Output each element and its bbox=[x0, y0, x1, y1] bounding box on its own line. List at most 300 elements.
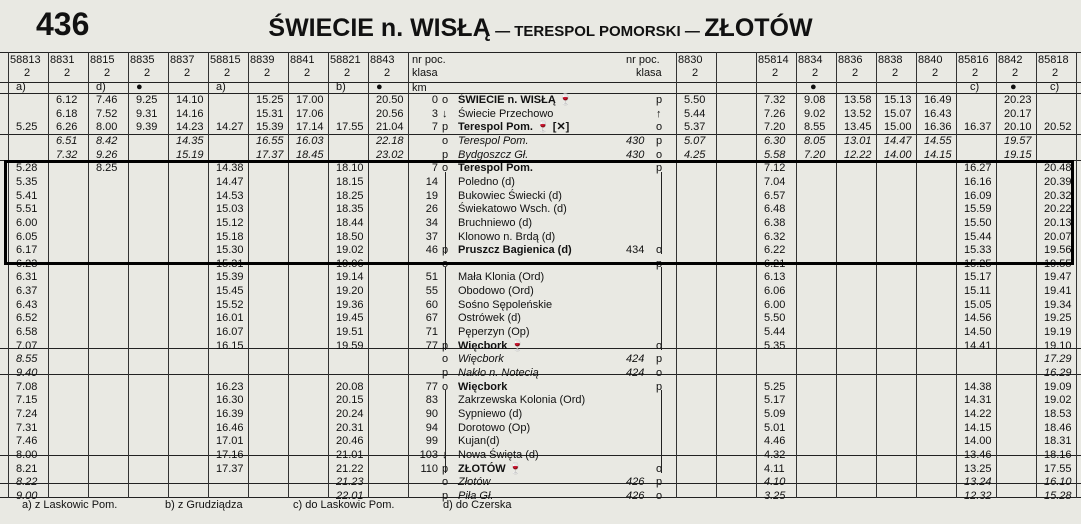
time-cell: 15.59 bbox=[964, 203, 992, 216]
stop-symbol: o bbox=[442, 380, 449, 393]
time-cell: 16.36 bbox=[924, 121, 952, 134]
time-cell: 8.55 bbox=[16, 353, 38, 366]
stop-symbol-right: o bbox=[656, 121, 663, 134]
km-cell: 51 bbox=[425, 271, 438, 284]
time-cell: 8.42 bbox=[96, 134, 118, 147]
time-cell: 16.10 bbox=[1044, 476, 1072, 489]
time-cell: 20.52 bbox=[1044, 121, 1072, 134]
time-cell: 9.00 bbox=[16, 489, 38, 502]
train-number: 58813 bbox=[10, 54, 41, 66]
station-name: Nowa Święta (d) bbox=[458, 448, 539, 461]
time-cell: 19.06 bbox=[336, 257, 364, 270]
time-cell: 3.25 bbox=[764, 489, 786, 502]
time-cell: 20.13 bbox=[1044, 216, 1072, 229]
column-line bbox=[1036, 52, 1037, 498]
time-cell: 6.21 bbox=[764, 257, 786, 270]
time-cell: 7.46 bbox=[16, 435, 38, 448]
time-cell: 19.34 bbox=[1044, 298, 1072, 311]
time-cell: 6.05 bbox=[16, 230, 38, 243]
km-cell: 99 bbox=[425, 435, 438, 448]
time-cell: 9.08 bbox=[804, 94, 826, 106]
km-cell: 0 bbox=[431, 94, 438, 106]
time-cell: 5.28 bbox=[16, 162, 38, 175]
km-cell: 90 bbox=[425, 407, 438, 420]
time-cell: 7.08 bbox=[16, 380, 38, 393]
time-cell: 19.19 bbox=[1044, 326, 1072, 339]
time-cell: 14.35 bbox=[176, 134, 204, 147]
time-cell: 19.02 bbox=[1044, 394, 1072, 407]
train-number: 8835 bbox=[130, 54, 155, 66]
time-cell: 14.50 bbox=[964, 326, 992, 339]
time-cell: 5.01 bbox=[764, 421, 786, 434]
station-name: Klonowo n. Brdą (d) bbox=[458, 230, 556, 243]
station-name: Kujan(d) bbox=[458, 435, 500, 448]
time-cell: 8.55 bbox=[804, 121, 826, 134]
time-cell: 22.01 bbox=[336, 489, 364, 502]
time-cell: 6.18 bbox=[56, 107, 78, 120]
time-cell: 6.26 bbox=[56, 121, 78, 134]
time-cell: 18.44 bbox=[336, 216, 364, 229]
station-name: Mała Klonia (Ord) bbox=[458, 271, 545, 284]
train-number: 8838 bbox=[878, 54, 903, 66]
time-cell: 17.55 bbox=[336, 121, 364, 134]
time-cell: 14.27 bbox=[216, 121, 244, 134]
stop-symbol-right: p bbox=[656, 353, 663, 366]
time-cell: 19.10 bbox=[1044, 339, 1072, 352]
time-cell: 20.46 bbox=[336, 435, 364, 448]
time-cell: 8.25 bbox=[96, 162, 118, 175]
time-cell: 16.30 bbox=[216, 394, 244, 407]
time-cell: 9.26 bbox=[96, 148, 118, 161]
time-cell: 6.22 bbox=[764, 244, 786, 257]
time-cell: 14.38 bbox=[964, 380, 992, 393]
time-cell: 9.39 bbox=[136, 121, 158, 134]
time-cell: 5.35 bbox=[764, 339, 786, 352]
column-line bbox=[248, 52, 249, 498]
time-cell: 20.31 bbox=[336, 421, 364, 434]
time-cell: 17.16 bbox=[216, 448, 244, 461]
station-name: Piła Gł. bbox=[458, 489, 494, 502]
time-cell: 17.00 bbox=[296, 94, 324, 106]
time-cell: 8.05 bbox=[804, 134, 826, 147]
stop-symbol: p bbox=[442, 148, 449, 161]
train-class: 2 bbox=[224, 67, 231, 79]
km-cell: 3 bbox=[431, 107, 438, 120]
time-cell: 15.30 bbox=[216, 244, 244, 257]
time-cell: 20.56 bbox=[376, 107, 404, 120]
time-cell: 20.24 bbox=[336, 407, 364, 420]
time-cell: 5.50 bbox=[684, 94, 706, 106]
km-cell: 67 bbox=[425, 312, 438, 325]
station-name: Więcbork bbox=[458, 380, 508, 393]
train-note: ● bbox=[136, 81, 143, 93]
column-line bbox=[716, 52, 717, 498]
time-cell: 15.50 bbox=[964, 216, 992, 229]
train-note: c) bbox=[1050, 81, 1060, 93]
time-cell: 19.36 bbox=[336, 298, 364, 311]
time-cell: 4.10 bbox=[764, 476, 786, 489]
column-line bbox=[288, 52, 289, 498]
column-line bbox=[916, 52, 917, 498]
train-class: 2 bbox=[104, 67, 111, 79]
stop-symbol: o bbox=[442, 476, 449, 489]
stop-symbol: o bbox=[442, 162, 449, 175]
time-cell: 8.00 bbox=[16, 448, 38, 461]
stop-symbol: p bbox=[442, 121, 449, 134]
time-cell: 15.03 bbox=[216, 203, 244, 216]
column-line bbox=[128, 52, 129, 498]
column-line bbox=[208, 52, 209, 498]
time-cell: 17.55 bbox=[1044, 462, 1072, 475]
stop-symbol-right: p bbox=[656, 476, 663, 489]
train-number: 85816 bbox=[958, 54, 989, 66]
legend-item: a) z Laskowic Pom. bbox=[22, 499, 118, 511]
direction-arrow-down bbox=[445, 267, 446, 349]
train-class: 2 bbox=[264, 67, 271, 79]
time-cell: 15.39 bbox=[256, 121, 284, 134]
stop-symbol: p bbox=[442, 367, 449, 379]
train-note: a) bbox=[16, 81, 26, 93]
time-cell: 5.44 bbox=[684, 107, 706, 120]
time-cell: 18.46 bbox=[1044, 421, 1072, 434]
station-name: Pruszcz Bagienica (d) bbox=[458, 244, 572, 257]
timetable-header bbox=[0, 0, 1081, 52]
time-cell: 23.02 bbox=[376, 148, 404, 161]
stop-symbol: o bbox=[442, 257, 449, 270]
time-cell: 15.05 bbox=[964, 298, 992, 311]
stop-symbol: ↓ bbox=[442, 107, 448, 120]
klasa-left: klasa bbox=[412, 67, 438, 79]
time-cell: 13.01 bbox=[844, 134, 872, 147]
time-cell: 6.43 bbox=[16, 298, 38, 311]
time-cell: 19.57 bbox=[1004, 134, 1032, 147]
time-cell: 16.07 bbox=[216, 326, 244, 339]
connection-table: 434 bbox=[626, 244, 645, 257]
train-class: 2 bbox=[1052, 67, 1059, 79]
time-cell: 7.04 bbox=[764, 175, 786, 188]
time-cell: 12.22 bbox=[844, 148, 872, 161]
time-cell: 22.18 bbox=[376, 134, 404, 147]
column-line bbox=[796, 52, 797, 498]
time-cell: 19.45 bbox=[336, 312, 364, 325]
column-line bbox=[956, 52, 957, 498]
time-cell: 14.55 bbox=[924, 134, 952, 147]
train-number: 85814 bbox=[758, 54, 789, 66]
train-number: 8831 bbox=[50, 54, 75, 66]
time-cell: 16.27 bbox=[964, 162, 992, 175]
train-class: 2 bbox=[1012, 67, 1019, 79]
time-cell: 16.09 bbox=[964, 189, 992, 202]
time-cell: 20.48 bbox=[1044, 162, 1072, 175]
direction-arrow-down bbox=[445, 390, 446, 472]
time-cell: 6.52 bbox=[16, 312, 38, 325]
stop-symbol-right: p bbox=[656, 257, 663, 270]
time-cell: 15.52 bbox=[216, 298, 244, 311]
time-cell: 4.11 bbox=[764, 462, 785, 475]
column-line bbox=[48, 52, 49, 498]
rule-line bbox=[0, 374, 1081, 375]
highlight-box bbox=[4, 160, 1074, 265]
time-cell: 5.09 bbox=[764, 407, 786, 420]
time-cell: 19.56 bbox=[1044, 244, 1072, 257]
stop-symbol: p bbox=[442, 244, 449, 257]
connection-table: 424 bbox=[626, 367, 645, 379]
time-cell: 13.25 bbox=[964, 462, 992, 475]
time-cell: 7.46 bbox=[96, 94, 118, 106]
station-name: Bruchniewo (d) bbox=[458, 216, 532, 229]
time-cell: 18.16 bbox=[1044, 448, 1072, 461]
station-name: ŚWIECIE n. WISŁĄ 🍷 bbox=[458, 94, 573, 106]
time-cell: 5.37 bbox=[684, 121, 706, 134]
time-cell: 9.31 bbox=[136, 107, 158, 120]
time-cell: 9.40 bbox=[16, 367, 38, 379]
km-cell: 19 bbox=[425, 189, 438, 202]
km-cell: 14 bbox=[425, 175, 438, 188]
train-number: 8840 bbox=[918, 54, 943, 66]
column-line bbox=[876, 52, 877, 498]
time-cell: 5.51 bbox=[16, 203, 38, 216]
station-name: Dorotowo (Op) bbox=[458, 421, 531, 434]
time-cell: 15.18 bbox=[216, 230, 244, 243]
column-line bbox=[408, 52, 409, 498]
stop-symbol-right: o bbox=[656, 339, 663, 352]
column-line bbox=[8, 52, 9, 498]
time-cell: 4.46 bbox=[764, 435, 786, 448]
time-cell: 15.11 bbox=[964, 285, 991, 298]
time-cell: 4.32 bbox=[764, 448, 786, 461]
stop-symbol: o bbox=[442, 353, 449, 366]
time-cell: 20.32 bbox=[1044, 189, 1072, 202]
time-cell: 21.23 bbox=[336, 476, 364, 489]
time-cell: 7.12 bbox=[764, 162, 786, 175]
legend-item: d) do Czerska bbox=[443, 499, 512, 511]
time-cell: 6.57 bbox=[764, 189, 786, 202]
time-cell: 20.50 bbox=[376, 94, 404, 106]
km-cell: 37 bbox=[425, 230, 438, 243]
stop-symbol: ↓ bbox=[442, 448, 448, 461]
rule-line bbox=[0, 497, 1081, 498]
station-name: Pęperzyn (Op) bbox=[458, 326, 530, 339]
column-line bbox=[1076, 52, 1077, 498]
time-cell: 15.33 bbox=[964, 244, 992, 257]
rule-line bbox=[0, 82, 1081, 83]
train-number: 8834 bbox=[798, 54, 823, 66]
time-cell: 5.50 bbox=[764, 312, 786, 325]
time-cell: 6.17 bbox=[16, 244, 38, 257]
station-name: Terespol Pom. 🍷 [✕] bbox=[458, 121, 570, 134]
klasa-right: klasa bbox=[636, 67, 662, 79]
train-class: 2 bbox=[932, 67, 939, 79]
time-cell: 16.29 bbox=[1044, 367, 1072, 379]
time-cell: 18.53 bbox=[1044, 407, 1072, 420]
connection-table: 426 bbox=[626, 489, 645, 502]
station-name: Obodowo (Ord) bbox=[458, 285, 534, 298]
time-cell: 6.23 bbox=[16, 257, 38, 270]
km-cell: 83 bbox=[425, 394, 438, 407]
stop-symbol-right: ↑ bbox=[656, 107, 662, 120]
station-name: Bukowiec Świecki (d) bbox=[458, 189, 562, 202]
time-cell: 19.09 bbox=[1044, 380, 1072, 393]
train-number: 8836 bbox=[838, 54, 863, 66]
route-to: ZŁOTÓW bbox=[704, 14, 813, 42]
train-number: 58815 bbox=[210, 54, 241, 66]
time-cell: 15.28 bbox=[1044, 489, 1072, 502]
time-cell: 15.25 bbox=[256, 94, 284, 106]
time-cell: 6.51 bbox=[56, 134, 78, 147]
time-cell: 6.06 bbox=[764, 285, 786, 298]
train-class: 2 bbox=[692, 67, 699, 79]
time-cell: 16.55 bbox=[256, 134, 284, 147]
time-cell: 14.23 bbox=[176, 121, 204, 134]
time-cell: 18.35 bbox=[336, 203, 364, 216]
time-cell: 14.53 bbox=[216, 189, 244, 202]
km-cell: 34 bbox=[425, 216, 438, 229]
km-cell: 77 bbox=[425, 380, 438, 393]
time-cell: 15.12 bbox=[216, 216, 244, 229]
time-cell: 18.15 bbox=[336, 175, 364, 188]
time-cell: 7.52 bbox=[96, 107, 118, 120]
time-cell: 7.32 bbox=[764, 94, 786, 106]
km-cell: 60 bbox=[425, 298, 438, 311]
column-line bbox=[756, 52, 757, 498]
km-cell: 71 bbox=[425, 326, 438, 339]
stop-symbol-right: p bbox=[656, 94, 663, 106]
time-cell: 15.13 bbox=[884, 94, 912, 106]
time-cell: 19.59 bbox=[336, 339, 364, 352]
time-cell: 14.31 bbox=[964, 394, 992, 407]
rule-line bbox=[0, 52, 1081, 53]
time-cell: 14.56 bbox=[964, 312, 992, 325]
time-cell: 13.46 bbox=[964, 448, 992, 461]
direction-arrow-up bbox=[661, 267, 662, 349]
station-name: Zakrzewska Kolonia (Ord) bbox=[458, 394, 586, 407]
rule-line bbox=[0, 455, 1081, 456]
time-cell: 7.20 bbox=[804, 148, 826, 161]
time-cell: 20.08 bbox=[336, 380, 364, 393]
time-cell: 19.47 bbox=[1044, 271, 1072, 284]
km-cell: 7 bbox=[431, 121, 438, 134]
time-cell: 20.17 bbox=[1004, 107, 1032, 120]
stop-symbol-right: o bbox=[656, 244, 663, 257]
stop-symbol-right: p bbox=[656, 380, 663, 393]
train-class: 2 bbox=[852, 67, 859, 79]
time-cell: 14.15 bbox=[964, 421, 992, 434]
stop-symbol-right: o bbox=[656, 148, 663, 161]
direction-arrow-up bbox=[661, 390, 662, 472]
time-cell: 15.39 bbox=[216, 271, 244, 284]
time-cell: 19.15 bbox=[1004, 148, 1032, 161]
time-cell: 6.00 bbox=[16, 216, 38, 229]
time-cell: 7.24 bbox=[16, 407, 38, 420]
train-number: 8837 bbox=[170, 54, 195, 66]
time-cell: 16.39 bbox=[216, 407, 244, 420]
train-number: 8841 bbox=[290, 54, 315, 66]
legend-item: b) z Grudziądza bbox=[165, 499, 243, 511]
time-cell: 15.25 bbox=[964, 257, 992, 270]
connection-table: 424 bbox=[626, 353, 645, 366]
stop-symbol-right: o bbox=[656, 489, 663, 502]
nr-poc-right: nr poc. bbox=[626, 54, 660, 66]
km-cell: 26 bbox=[425, 203, 438, 216]
station-name: Poledno (d) bbox=[458, 175, 515, 188]
time-cell: 7.20 bbox=[764, 121, 786, 134]
rule-line bbox=[0, 483, 1081, 484]
time-cell: 5.25 bbox=[764, 380, 786, 393]
station-name: Terespol Pom. bbox=[458, 162, 533, 175]
time-cell: 13.52 bbox=[844, 107, 872, 120]
time-cell: 5.17 bbox=[764, 394, 786, 407]
time-cell: 4.25 bbox=[684, 148, 706, 161]
time-cell: 20.23 bbox=[1004, 94, 1032, 106]
km-cell: 46 bbox=[425, 244, 438, 257]
time-cell: 12.32 bbox=[964, 489, 992, 502]
time-cell: 17.29 bbox=[1044, 353, 1072, 366]
legend-item: c) do Laskowic Pom. bbox=[293, 499, 395, 511]
time-cell: 14.00 bbox=[964, 435, 992, 448]
stop-symbol: o bbox=[442, 94, 449, 106]
station-name: Terespol Pom. bbox=[458, 134, 529, 147]
column-line bbox=[88, 52, 89, 498]
km-cell: 55 bbox=[425, 285, 438, 298]
connection-table: 430 bbox=[626, 134, 645, 147]
time-cell: 18.50 bbox=[336, 230, 364, 243]
train-note: ● bbox=[810, 81, 817, 93]
connection-table: 426 bbox=[626, 476, 645, 489]
time-cell: 5.44 bbox=[764, 326, 786, 339]
time-cell: 17.01 bbox=[216, 435, 244, 448]
time-cell: 14.00 bbox=[884, 148, 912, 161]
time-cell: 14.41 bbox=[964, 339, 992, 352]
time-cell: 17.14 bbox=[296, 121, 324, 134]
time-cell: 5.07 bbox=[684, 134, 706, 147]
time-cell: 7.07 bbox=[16, 339, 38, 352]
time-cell: 19.20 bbox=[336, 285, 364, 298]
train-number: 58821 bbox=[330, 54, 361, 66]
column-line bbox=[368, 52, 369, 498]
time-cell: 14.15 bbox=[924, 148, 952, 161]
route-from: ŚWIECIE n. WISŁĄ bbox=[268, 14, 491, 42]
column-line bbox=[836, 52, 837, 498]
train-class: 2 bbox=[144, 67, 151, 79]
km-cell: 77 bbox=[425, 339, 438, 352]
train-note: b) bbox=[336, 81, 346, 93]
rule-line bbox=[0, 348, 1081, 349]
train-note: ● bbox=[1010, 81, 1017, 93]
time-cell: 5.41 bbox=[16, 189, 38, 202]
column-line bbox=[676, 52, 677, 498]
time-cell: 8.22 bbox=[16, 476, 38, 489]
train-number: 8839 bbox=[250, 54, 275, 66]
stop-symbol: o bbox=[442, 134, 449, 147]
km-cell: 94 bbox=[425, 421, 438, 434]
time-cell: 6.30 bbox=[764, 134, 786, 147]
time-cell: 18.10 bbox=[336, 162, 364, 175]
stop-symbol: p bbox=[442, 339, 449, 352]
connection-table: 430 bbox=[626, 148, 645, 161]
time-cell: 20.22 bbox=[1044, 203, 1072, 216]
time-cell: 6.31 bbox=[16, 271, 38, 284]
train-class: 2 bbox=[304, 67, 311, 79]
time-cell: 21.04 bbox=[376, 121, 404, 134]
stop-symbol: p bbox=[442, 489, 449, 502]
km-cell: 110 bbox=[420, 462, 438, 475]
time-cell: 19.55 bbox=[1044, 257, 1072, 270]
station-name: Świekatowo Wsch. (d) bbox=[458, 203, 567, 216]
stop-symbol-right: p bbox=[656, 162, 663, 175]
time-cell: 6.13 bbox=[764, 271, 786, 284]
time-cell: 20.10 bbox=[1004, 121, 1032, 134]
route-via: — TERESPOL POMORSKI — bbox=[495, 23, 700, 40]
